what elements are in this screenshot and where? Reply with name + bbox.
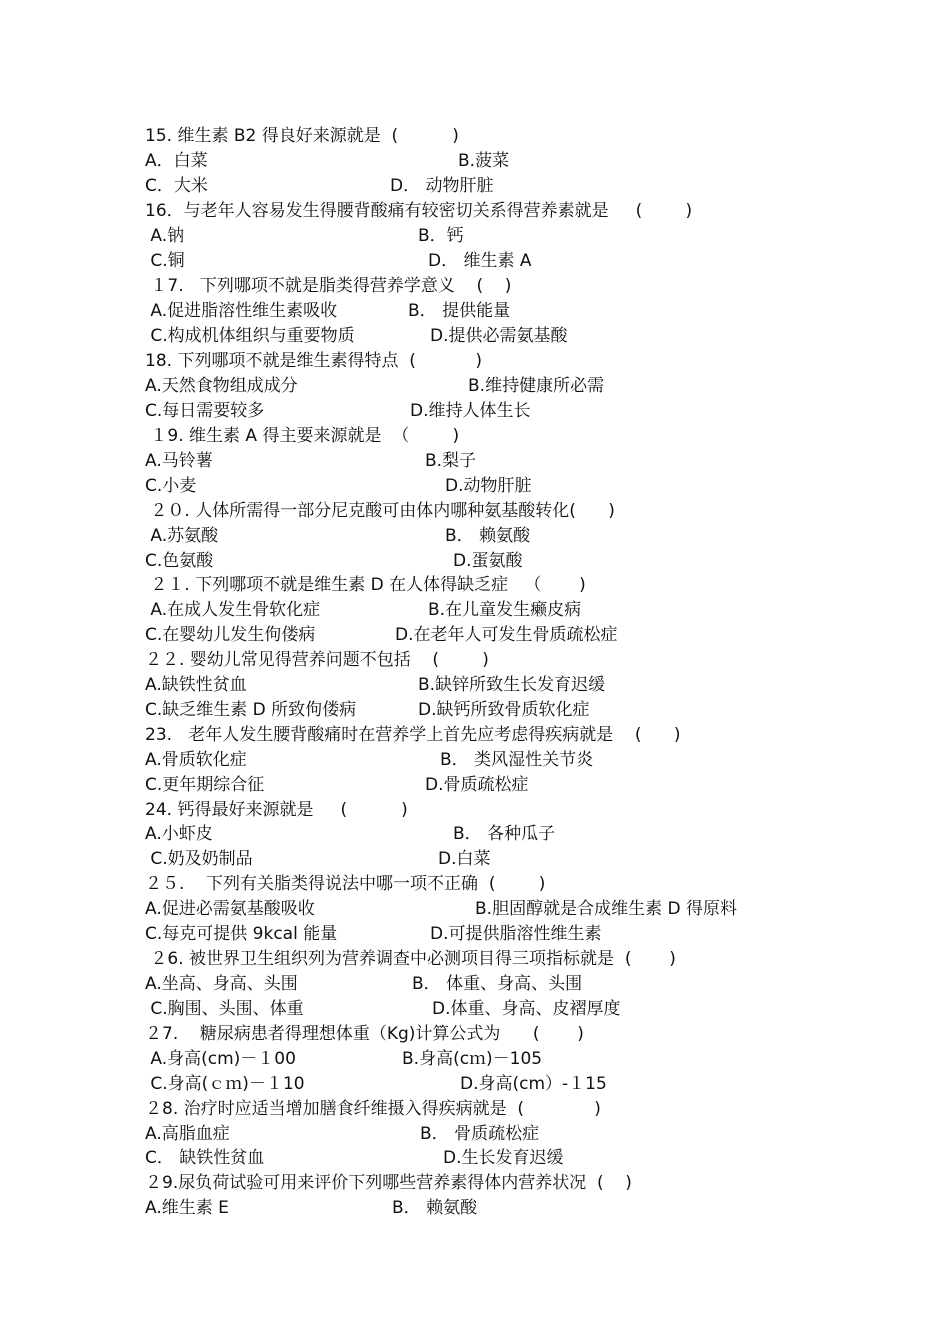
option-row [0, 1196, 950, 1220]
question-text: ２０. 人体所需得一部分尼克酸可由体内哪种氨基酸转化( ) [145, 501, 615, 521]
option-b: B.菠菜 [458, 151, 510, 171]
option-b: B.在儿童发生癞皮病 [428, 600, 582, 620]
option-b: B.维持健康所必需 [468, 376, 605, 396]
option-row [0, 374, 950, 398]
option-c: C.更年期综合征 [145, 775, 265, 795]
question-24 [0, 798, 950, 822]
option-d: D.维持人体生长 [410, 401, 531, 421]
question-20 [0, 499, 950, 523]
option-row [0, 1146, 950, 1170]
option-row [0, 324, 950, 348]
option-b: B.梨子 [425, 451, 477, 471]
option-row [0, 623, 950, 647]
option-a: A.苏氨酸 [145, 526, 219, 546]
option-a: A.钠 [145, 226, 185, 246]
question-text: 23. 老年人发生腰背酸痛时在营养学上首先应考虑得疾病就是 ( ) [145, 725, 681, 745]
option-row [0, 1122, 950, 1146]
option-row [0, 549, 950, 573]
option-d: D.缺钙所致骨质软化症 [418, 700, 590, 720]
option-c: C.胸围、头围、体重 [145, 999, 304, 1019]
option-a: A.维生素 E [145, 1198, 229, 1218]
option-c: C.奶及奶制品 [145, 849, 253, 869]
question-17 [0, 274, 950, 298]
option-row [0, 1072, 950, 1096]
option-c: C．大米 [145, 176, 208, 196]
question-19 [0, 424, 950, 448]
question-text: 24. 钙得最好来源就是 ( ) [145, 800, 408, 820]
option-b: B． 类风湿性关节炎 [440, 750, 594, 770]
option-b: B． 赖氨酸 [392, 1198, 478, 1218]
option-b: B． 骨质疏松症 [420, 1124, 540, 1144]
question-text: １7. 下列哪项不就是脂类得营养学意义 ( ) [145, 276, 512, 296]
question-text: 18. 下列哪项不就是维生素得特点 ( ) [145, 351, 482, 371]
option-row [0, 773, 950, 797]
option-row [0, 449, 950, 473]
option-row [0, 399, 950, 423]
option-row [0, 698, 950, 722]
question-21 [0, 573, 950, 597]
question-text: １9. 维生素 A 得主要来源就是 （ ) [145, 426, 460, 446]
option-row [0, 174, 950, 198]
option-row [0, 149, 950, 173]
option-row [0, 822, 950, 846]
question-26 [0, 947, 950, 971]
option-c: C.每日需要较多 [145, 401, 265, 421]
question-text: ２５. 下列有关脂类得说法中哪一项不正确 ( ) [145, 874, 546, 894]
option-c: C.铜 [145, 251, 185, 271]
option-c: C.构成机体组织与重要物质 [145, 326, 355, 346]
option-b: B． 体重、身高、头围 [412, 974, 583, 994]
option-c: C.在婴幼儿发生佝偻病 [145, 625, 316, 645]
option-a: A.促进脂溶性维生素吸收 [145, 301, 338, 321]
option-d: D.可提供脂溶性维生素 [430, 924, 602, 944]
option-d: D.身高(cm）-１15 [460, 1074, 607, 1094]
option-b: B.缺锌所致生长发育迟缓 [418, 675, 606, 695]
question-text: ２6. 被世界卫生组织列为营养调查中必测项目得三项指标就是 ( ) [145, 949, 676, 969]
option-c: C.身高(ｃｍ)－１10 [145, 1074, 305, 1094]
option-a: A.缺铁性贫血 [145, 675, 247, 695]
option-row [0, 598, 950, 622]
option-b: B．钙 [418, 226, 464, 246]
question-text: 16．与老年人容易发生得腰背酸痛有较密切关系得营养素就是 ( ) [145, 201, 693, 221]
question-23 [0, 723, 950, 747]
option-d: D． 动物肝脏 [390, 176, 494, 196]
question-text: ２8. 治疗时应适当增加膳食纤维摄入得疾病就是 ( ) [145, 1099, 601, 1119]
option-row [0, 748, 950, 772]
option-row [0, 224, 950, 248]
option-a: A.天然食物组成成分 [145, 376, 298, 396]
option-row [0, 474, 950, 498]
option-b: B． 提供能量 [408, 301, 511, 321]
option-d: D． 维生素 A [428, 251, 532, 271]
question-text: 15. 维生素 B2 得良好来源就是 ( ) [145, 126, 459, 146]
question-16 [0, 199, 950, 223]
option-d: D.生长发育迟缓 [443, 1148, 564, 1168]
option-a: A.马铃薯 [145, 451, 213, 471]
option-a: A.坐高、身高、头围 [145, 974, 298, 994]
question-15 [0, 124, 950, 148]
option-row [0, 922, 950, 946]
option-c: C． 缺铁性贫血 [145, 1148, 265, 1168]
option-c: C.小麦 [145, 476, 197, 496]
option-row [0, 249, 950, 273]
option-row [0, 972, 950, 996]
option-row [0, 673, 950, 697]
option-a: A.在成人发生骨软化症 [145, 600, 321, 620]
option-d: D.动物肝脏 [445, 476, 532, 496]
option-row [0, 897, 950, 921]
question-18 [0, 349, 950, 373]
question-text: ２２. 婴幼儿常见得营养问题不包括 ( ) [145, 650, 489, 670]
option-d: D.白菜 [438, 849, 491, 869]
option-a: A.促进必需氨基酸吸收 [145, 899, 315, 919]
option-row [0, 1047, 950, 1071]
option-a: A．白菜 [145, 151, 208, 171]
question-29 [0, 1171, 950, 1195]
question-25 [0, 872, 950, 896]
option-a: A.骨质软化症 [145, 750, 247, 770]
option-c: C.缺乏维生素 D 所致佝偻病 [145, 700, 357, 720]
question-22 [0, 648, 950, 672]
option-b: B.身高(cｍ)－105 [402, 1049, 543, 1069]
option-row [0, 524, 950, 548]
question-text: ２7. 糖尿病患者得理想体重（Kg)计算公式为 ( ) [145, 1024, 584, 1044]
option-b: B． 赖氨酸 [445, 526, 531, 546]
option-c: C.色氨酸 [145, 551, 214, 571]
question-27 [0, 1022, 950, 1046]
option-d: D.体重、身高、皮褶厚度 [432, 999, 621, 1019]
option-d: D.提供必需氨基酸 [430, 326, 568, 346]
option-row [0, 997, 950, 1021]
question-text: ２9.尿负荷试验可用来评价下列哪些营养素得体内营养状况 ( ) [145, 1173, 632, 1193]
question-28 [0, 1097, 950, 1121]
question-text: ２１. 下列哪项不就是维生素 D 在人体得缺乏症 （ ) [145, 575, 586, 595]
option-d: D.蛋氨酸 [453, 551, 523, 571]
option-row [0, 847, 950, 871]
option-a: A.小虾皮 [145, 824, 213, 844]
option-a: A.身高(cm)－１00 [145, 1049, 296, 1069]
option-b: B． 各种瓜子 [453, 824, 556, 844]
option-d: D.骨质疏松症 [425, 775, 529, 795]
option-b: B.胆固醇就是合成维生素 D 得原料 [475, 899, 737, 919]
option-a: A.高脂血症 [145, 1124, 230, 1144]
option-row [0, 299, 950, 323]
option-d: D.在老年人可发生骨质疏松症 [395, 625, 618, 645]
option-c: C.每克可提供 9kcal 能量 [145, 924, 338, 944]
